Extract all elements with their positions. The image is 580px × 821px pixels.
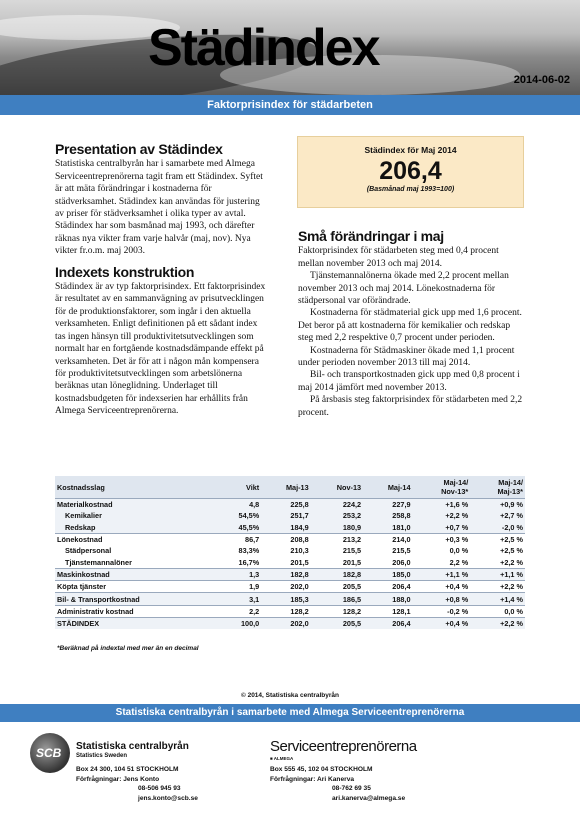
table-cell: 16,7% bbox=[238, 557, 260, 567]
section-heading-changes: Små förändringar i maj bbox=[298, 228, 444, 244]
column-header: Nov-13 bbox=[311, 476, 363, 499]
almega-contact-person: Förfrågningar: Ari Kanerva bbox=[270, 775, 355, 783]
left-column bbox=[55, 143, 270, 418]
table-cell: 215,5 bbox=[342, 546, 362, 556]
table-row bbox=[55, 522, 525, 534]
table-row bbox=[55, 568, 525, 580]
scb-subname: Statistics Sweden bbox=[76, 753, 128, 759]
almega-logo-sub: ■ ALMEGA bbox=[270, 756, 294, 761]
table-cell: 54,5% bbox=[216, 510, 262, 521]
changes-paragraph: Bil- och transportkostnaden gick upp med 0,8 procent i maj 2014 jämfört med november 2013. bbox=[298, 370, 520, 393]
table-cell: +1,4 % bbox=[470, 593, 525, 605]
column-header: Maj-14/ Maj-13* bbox=[470, 476, 525, 499]
table-cell: +0,7 % bbox=[413, 522, 471, 534]
scb-address: Box 24 300, 104 51 STOCKHOLM bbox=[76, 766, 179, 773]
row-label: Maskinkostnad bbox=[55, 568, 216, 580]
table-cell: 182,8 bbox=[311, 568, 363, 580]
table-cell: 251,7 bbox=[261, 510, 310, 521]
table-cell: 205,5 bbox=[311, 617, 363, 629]
table-cell: 100,0 bbox=[216, 617, 262, 629]
index-value: 206,4 bbox=[379, 157, 442, 185]
subtitle-banner: Faktorprisindex för städarbeten bbox=[0, 95, 580, 115]
table-cell: 206,4 bbox=[363, 617, 412, 629]
table-cell: 181,0 bbox=[363, 522, 412, 534]
table-cell: 214,0 bbox=[363, 533, 412, 545]
table-cell: 201,5 bbox=[290, 557, 309, 567]
scb-contact bbox=[76, 765, 198, 803]
cost-table bbox=[55, 476, 525, 629]
changes-paragraph: På årsbasis steg faktorprisindex för städarbeten med 2,2 procent. bbox=[298, 395, 523, 418]
table-cell: 4,8 bbox=[216, 499, 262, 511]
row-label: Tjänstemannalöner bbox=[65, 557, 132, 567]
table-cell: 206,0 bbox=[392, 557, 411, 567]
table-cell: +0,4 % bbox=[413, 581, 471, 593]
scb-logo bbox=[30, 733, 70, 773]
table-row bbox=[55, 556, 525, 568]
column-header: Maj-14/ Nov-13* bbox=[413, 476, 471, 499]
table-cell: +2,5 % bbox=[500, 546, 523, 556]
scb-phone: 08-506 945 93 bbox=[138, 785, 181, 792]
almega-phone: 08-762 69 35 bbox=[332, 785, 371, 792]
table-cell: 128,2 bbox=[311, 605, 363, 617]
row-label: Köpta tjänster bbox=[55, 581, 216, 593]
table-cell: +2,2 % bbox=[470, 617, 525, 629]
row-label: Kemikalier bbox=[55, 510, 216, 521]
table-cell: 2,2 bbox=[216, 605, 262, 617]
table-cell: 210,3 bbox=[290, 546, 309, 556]
table-cell: 202,0 bbox=[261, 617, 310, 629]
table-cell: 1,3 bbox=[216, 568, 262, 580]
row-label: Bil- & Transportkostnad bbox=[55, 593, 216, 605]
table-row bbox=[55, 533, 525, 545]
table-cell: +2,7 % bbox=[470, 510, 525, 521]
table-cell: 128,1 bbox=[363, 605, 412, 617]
publication-date: 2014-06-02 bbox=[513, 74, 570, 86]
column-header: Maj-13 bbox=[261, 476, 310, 499]
presentation-text: Statistiska centralbyrån har i samarbete med Almega Serviceentreprenörerna tagit fram ett Städindex. Syftet är att mäta förändringar i kostnaderna för städverksamhet. Städindex kan användas för justering av priser för städverksamhet i olika typer av avtal. Städindex har som basmånad maj 1993, och därefter räknas nya vikter fram varje halvår (maj, nov). Nya vikter fr.o.m. maj 2003. bbox=[55, 159, 263, 257]
column-header: Maj-14 bbox=[363, 476, 412, 499]
table-row bbox=[55, 499, 525, 511]
table-cell: +1,1 % bbox=[413, 568, 471, 580]
index-highlight-box bbox=[297, 136, 524, 208]
table-cell: +2,2 % bbox=[470, 581, 525, 593]
table-cell: 2,2 % bbox=[449, 557, 469, 567]
table-cell: 1,9 bbox=[216, 581, 262, 593]
table-cell: 186,5 bbox=[311, 593, 363, 605]
section-heading-presentation: Presentation av Städindex bbox=[55, 141, 223, 157]
table-cell: -0,2 % bbox=[413, 605, 471, 617]
table-cell: +0,3 % bbox=[413, 533, 471, 545]
table-row bbox=[55, 593, 525, 605]
table-cell: +0,8 % bbox=[413, 593, 471, 605]
row-label: Lönekostnad bbox=[55, 533, 216, 545]
table-cell: 213,2 bbox=[311, 533, 363, 545]
table-cell: 202,0 bbox=[261, 581, 310, 593]
table-cell: 253,2 bbox=[311, 510, 363, 521]
table-cell: 184,9 bbox=[261, 522, 310, 534]
changes-paragraph: Kostnaderna för städmaterial gick upp med 1,6 procent. Det beror på att kostnaderna för kemikalier och redskap steg med 2,2 respektive 0,7 procent under perioden. bbox=[298, 308, 522, 344]
table-cell: 185,3 bbox=[261, 593, 310, 605]
column-header: Vikt bbox=[216, 476, 262, 499]
almega-email: ari.kanerva@almega.se bbox=[332, 794, 406, 802]
scb-name: Statistiska centralbyrån bbox=[76, 741, 189, 752]
table-cell: 215,5 bbox=[392, 546, 411, 556]
table-cell: 182,8 bbox=[261, 568, 310, 580]
table-cell: 185,0 bbox=[363, 568, 412, 580]
table-cell: +2,5 % bbox=[470, 533, 525, 545]
table-cell: 208,8 bbox=[261, 533, 310, 545]
table-cell: 188,0 bbox=[363, 593, 412, 605]
table-row bbox=[55, 605, 525, 617]
table-cell: +0,4 % bbox=[413, 617, 471, 629]
footer-banner: Statistiska centralbyrån i samarbete med Almega Serviceentreprenörerna bbox=[0, 704, 580, 722]
table-row bbox=[55, 545, 525, 556]
table-row bbox=[55, 617, 525, 629]
row-label: STÄDINDEX bbox=[55, 617, 216, 629]
table-cell: +1,1 % bbox=[470, 568, 525, 580]
index-base-note: (Basmånad maj 1993=100) bbox=[366, 186, 455, 193]
table-cell: 205,5 bbox=[311, 581, 363, 593]
table-cell: +1,6 % bbox=[413, 499, 471, 511]
changes-paragraph: Faktorprisindex för städarbeten steg med 0,4 procent mellan november 2013 och maj 2014. bbox=[298, 246, 499, 269]
scb-email: jens.konto@scb.se bbox=[138, 794, 198, 802]
table-row bbox=[55, 581, 525, 593]
copyright-line: © 2014, Statistiska centralbyrån bbox=[240, 692, 339, 699]
table-cell: 227,9 bbox=[363, 499, 412, 511]
page-title: Städindex bbox=[148, 19, 379, 77]
table-cell: 45,5% bbox=[216, 522, 262, 534]
table-footnote: *Beräknad på indextal med mer än en decimal bbox=[57, 645, 199, 652]
table-row bbox=[55, 510, 525, 521]
table-cell: 258,8 bbox=[363, 510, 412, 521]
table-cell: 128,2 bbox=[261, 605, 310, 617]
column-header: Kostnadsslag bbox=[55, 476, 216, 499]
section-heading-construction: Indexets konstruktion bbox=[55, 263, 195, 280]
table-cell: 206,4 bbox=[363, 581, 412, 593]
table-cell: 201,5 bbox=[342, 557, 362, 567]
row-label: Städpersonal bbox=[65, 546, 112, 556]
table-cell: 224,2 bbox=[311, 499, 363, 511]
table-header-row bbox=[55, 476, 525, 499]
table-cell: 180,9 bbox=[311, 522, 363, 534]
table-cell: 0,0 % bbox=[449, 546, 469, 556]
header-photo bbox=[0, 0, 580, 95]
right-column bbox=[298, 230, 523, 419]
table-cell: 225,8 bbox=[261, 499, 310, 511]
row-label: Redskap bbox=[55, 522, 216, 534]
changes-paragraph: Tjänstemannalönerna ökade med 2,2 procent mellan november 2013 och maj 2014. Lönekostnaderna för städpersonal var oförändrade. bbox=[298, 271, 509, 307]
row-label: Materialkostnad bbox=[55, 499, 216, 511]
table-cell: +2,2 % bbox=[413, 510, 471, 521]
changes-paragraph: Kostnaderna för Städmaskiner ökade med 1,1 procent under perioden november 2013 till maj 2014. bbox=[298, 345, 515, 369]
scb-contact-person: Förfrågningar: Jens Konto bbox=[76, 775, 160, 783]
table-cell: +0,9 % bbox=[470, 499, 525, 511]
almega-address: Box 555 45, 102 04 STOCKHOLM bbox=[270, 766, 373, 773]
index-label: Städindex för Maj 2014 bbox=[364, 145, 457, 155]
row-label: Administrativ kostnad bbox=[55, 605, 216, 617]
construction-text: Städindex är av typ faktorprisindex. Ett faktorprisindex är resultatet av en sammanvägning av prisutvecklingen för de produktionsfaktorer, som ingår i den aktuella verksamheten. Enligt definitionen på ett sådant index tas ingen hänsyn till produktivitetsutvecklingen som normalt har en fortgående kostnadsdämpande effekt på verksamheten. Det är för att i någon mån kompensera för produktivitetsutvecklingen som arbetslönerna beräknas utan löneglidning. Underlaget till kostnadsbudgeten för indexserien har erhållits från Almega Serviceentreprenörerna. bbox=[55, 282, 266, 417]
table-cell: 3,1 bbox=[216, 593, 262, 605]
serviceentreprenorerna-logo: Serviceentreprenörerna bbox=[270, 738, 417, 755]
almega-contact bbox=[270, 765, 405, 803]
table-cell: 86,7 bbox=[216, 533, 262, 545]
table-cell: -2,0 % bbox=[470, 522, 525, 534]
table-cell: 0,0 % bbox=[470, 605, 525, 617]
scb-logo-text: SCB bbox=[36, 746, 62, 760]
table-cell: +2,2 % bbox=[500, 557, 523, 567]
table-cell: 83,3% bbox=[238, 546, 260, 556]
